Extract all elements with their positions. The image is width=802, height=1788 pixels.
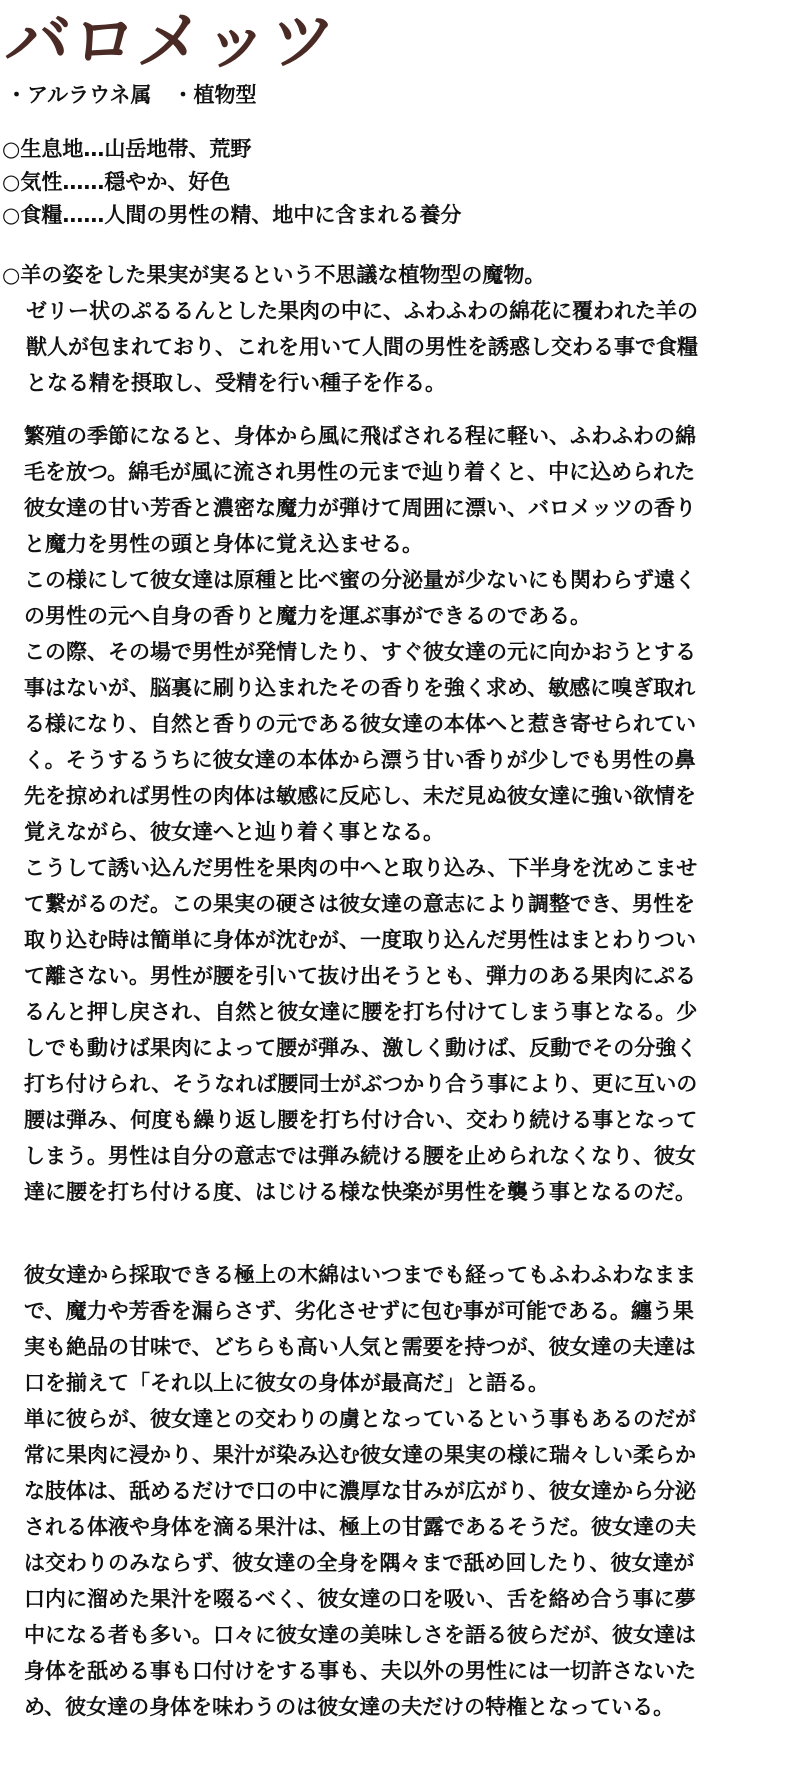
text-line: となる精を摂取し、受精を行い種子を作る。 bbox=[26, 371, 446, 395]
text-line: 取り込む時は簡単に身体が沈むが、一度取り込んだ男性はまとわりつい bbox=[24, 928, 696, 952]
stat-diet: ○食糧……人間の男性の精、地中に含まれる養分 bbox=[2, 203, 462, 227]
text-line: な肢体は、舐めるだけで口の中に濃厚な甘みが広がり、彼女達から分泌 bbox=[24, 1479, 696, 1503]
text-line: 達に腰を打ち付ける度、はじける様な快楽が男性を襲う事となるのだ。 bbox=[24, 1180, 696, 1204]
text-line: め、彼女達の身体を味わうのは彼女達の夫だけの特権となっている。 bbox=[24, 1695, 675, 1719]
text-line: 実も絶品の甘味で、どちらも高い人気と需要を持つが、彼女達の夫達は bbox=[24, 1335, 696, 1359]
text-line: 打ち付けられ、そうなれば腰同士がぶつかり合う事により、更に互いの bbox=[24, 1072, 698, 1096]
text-line: 毛を放つ。綿毛が風に流され男性の元まで辿り着くと、中に込められた bbox=[24, 460, 696, 484]
text-line: て繋がるのだ。この果実の硬さは彼女達の意志により調整でき、男性を bbox=[24, 892, 696, 916]
text-line: は交わりのみならず、彼女達の全身を隅々まで舐め回したり、彼女達が bbox=[24, 1551, 695, 1575]
text-line: しでも動けば果肉によって腰が弾み、激しく動けば、反動でその分強く bbox=[24, 1036, 698, 1060]
text-line: 獣人が包まれており、これを用いて人間の男性を誘惑し交わる事で食糧 bbox=[26, 335, 698, 359]
text-line: ゼリー状のぷるるんとした果肉の中に、ふわふわの綿花に覆われた羊の bbox=[26, 299, 698, 323]
text-line: 単に彼らが、彼女達との交わりの虜となっているという事もあるのだが bbox=[24, 1407, 696, 1431]
text-line: 口内に溜めた果汁を啜るべく、彼女達の口を吸い、舌を絡め合う事に夢 bbox=[24, 1587, 696, 1611]
text-line: 先を掠めれば男性の肉体は敏感に反応し、未だ見ぬ彼女達に強い欲情を bbox=[24, 784, 696, 808]
classification-line: ・アルラウネ属 ・植物型 bbox=[6, 83, 257, 107]
stat-temperament: ○気性……穏やか、好色 bbox=[2, 170, 231, 194]
description-paragraph-1 bbox=[2, 257, 802, 401]
text-line: ○羊の姿をした果実が実るという不思議な植物型の魔物。 bbox=[2, 263, 546, 287]
text-line: 腰は弾み、何度も繰り返し腰を打ち付け合い、交わり続ける事となって bbox=[24, 1108, 698, 1132]
text-line: この際、その場で男性が発情したり、すぐ彼女達の元に向かおうとする bbox=[24, 640, 696, 664]
text-line: 口を揃えて「それ以上に彼女の身体が最高だ」と語る。 bbox=[24, 1371, 549, 1395]
text-line: 身体を舐める事も口付けをする事も、夫以外の男性には一切許さないた bbox=[24, 1659, 696, 1683]
text-line: される体液や身体を滴る果汁は、極上の甘露であるそうだ。彼女達の夫 bbox=[24, 1515, 696, 1539]
text-line: と魔力を男性の頭と身体に覚え込ませる。 bbox=[24, 532, 423, 556]
text-line: て離さない。男性が腰を引いて抜け出そうとも、弾力のある果肉にぷる bbox=[24, 964, 696, 988]
text-line: 覚えながら、彼女達へと辿り着く事となる。 bbox=[24, 820, 444, 844]
text-line: しまう。男性は自分の意志では弾み続ける腰を止められなくなり、彼女 bbox=[24, 1144, 696, 1168]
text-line: 彼女達の甘い芳香と濃密な魔力が弾けて周囲に漂い、バロメッツの香り bbox=[24, 496, 696, 520]
text-line: この様にして彼女達は原種と比べ蜜の分泌量が少ないにも関わらず遠く bbox=[24, 568, 696, 592]
text-line: る様になり、自然と香りの元である彼女達の本体へと惹き寄せられてい bbox=[24, 712, 696, 736]
text-line: るんと押し戻され、自然と彼女達に腰を打ち付けてしまう事となる。少 bbox=[24, 1000, 698, 1024]
stats-list bbox=[2, 133, 802, 232]
stat-habitat: ○生息地…山岳地帯、荒野 bbox=[2, 137, 252, 161]
text-line: 事はないが、脳裏に刷り込まれたその香りを強く求め、敏感に嗅ぎ取れ bbox=[24, 676, 696, 700]
text-line: 常に果肉に浸かり、果汁が染み込む彼女達の果実の様に瑞々しい柔らか bbox=[24, 1443, 696, 1467]
text-line: こうして誘い込んだ男性を果肉の中へと取り込み、下半身を沈めこませ bbox=[24, 856, 698, 880]
text-line: で、魔力や芳香を漏らさず、劣化させずに包む事が可能である。纏う果 bbox=[24, 1299, 694, 1323]
description-paragraph-3 bbox=[0, 1257, 800, 1725]
description-paragraph-2 bbox=[0, 418, 800, 1210]
text-line: 繁殖の季節になると、身体から風に飛ばされる程に軽い、ふわふわの綿 bbox=[24, 424, 696, 448]
page-title: バロメッツ bbox=[2, 5, 340, 79]
text-line: く。そうするうちに彼女達の本体から漂う甘い香りが少しでも男性の鼻 bbox=[24, 748, 696, 772]
text-line: 中になる者も多い。口々に彼女達の美味しさを語る彼らだが、彼女達は bbox=[24, 1623, 696, 1647]
text-line: 彼女達から採取できる極上の木綿はいつまでも経ってもふわふわなまま bbox=[24, 1263, 696, 1287]
text-line: の男性の元へ自身の香りと魔力を運ぶ事ができるのである。 bbox=[24, 604, 591, 628]
